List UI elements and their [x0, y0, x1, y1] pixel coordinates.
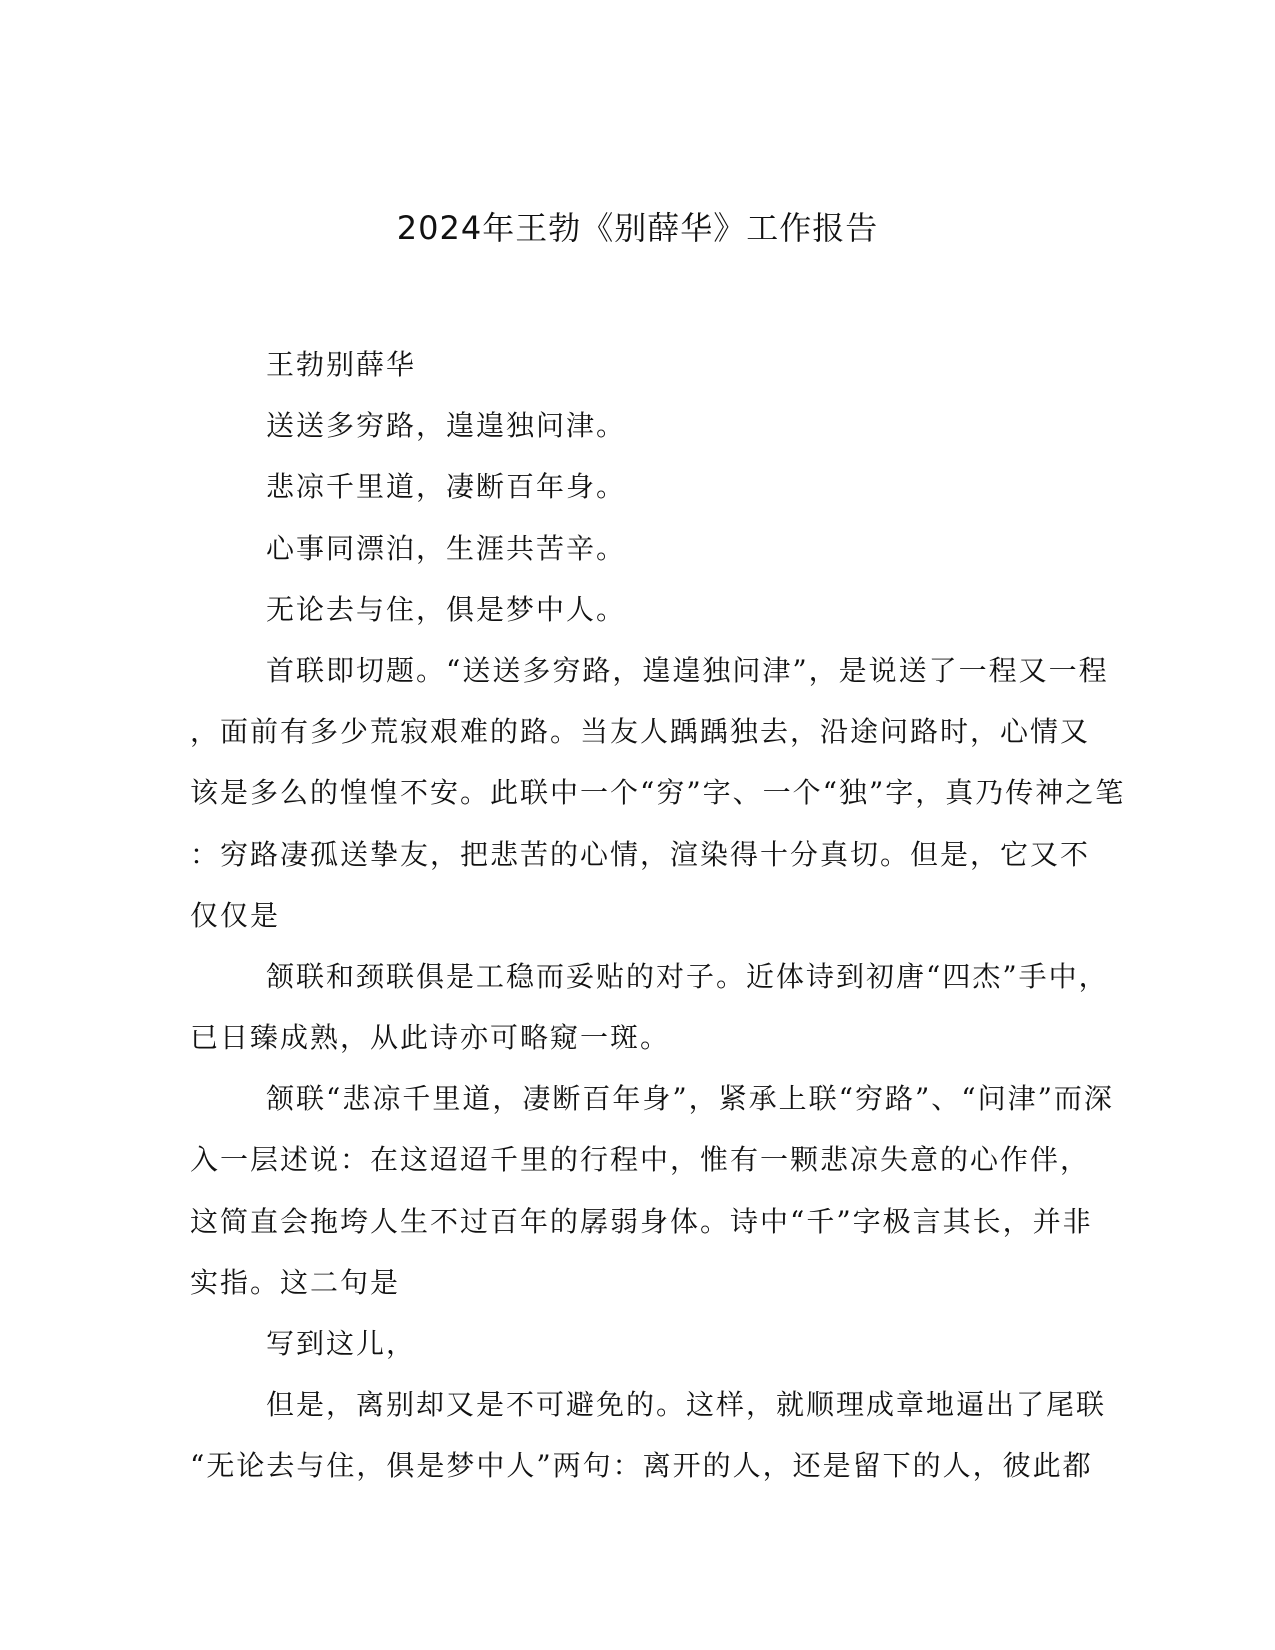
- document-body: [190, 334, 1126, 1497]
- text-line: 仅仅是: [190, 898, 281, 932]
- text-line: 心事同漂泊，生涯共苦辛。: [266, 531, 627, 565]
- text-line: 实指。这二句是: [190, 1265, 401, 1299]
- text-line: ，面前有多少荒寂艰难的路。当友人踽踽独去，沿途问路时，心情又: [190, 715, 1091, 749]
- text-line: ：穷路凄孤送挚友，把悲苦的心情，渲染得十分真切。但是，它又不: [190, 837, 1091, 871]
- text-line: 悲凉千里道，凄断百年身。: [266, 470, 627, 504]
- text-line: 颔联“悲凉千里道，凄断百年身”，紧承上联“穷路”、“问津”而深: [266, 1082, 1114, 1116]
- text-line: 首联即切题。“送送多穷路，遑遑独问津”，是说送了一程又一程: [266, 653, 1109, 687]
- text-line: 入一层述说：在这迢迢千里的行程中，惟有一颗悲凉失意的心作伴，: [190, 1143, 1091, 1177]
- text-line: 已日臻成熟，从此诗亦可略窥一斑。: [190, 1021, 671, 1055]
- text-line: 颔联和颈联俱是工稳而妥贴的对子。近体诗到初唐“四杰”手中，: [266, 959, 1109, 993]
- text-line: “无论去与住，俱是梦中人”两句：离开的人，还是留下的人，彼此都: [190, 1449, 1093, 1483]
- document-title: 2024年王勃《别薛华》工作报告: [396, 209, 879, 247]
- text-line: 送送多穷路，遑遑独问津。: [266, 409, 627, 443]
- text-line: 这简直会拖垮人生不过百年的孱弱身体。诗中“千”字极言其长，并非: [190, 1204, 1093, 1238]
- text-line: 王勃别薛华: [266, 348, 417, 381]
- text-line: 无论去与住，俱是梦中人。: [266, 592, 627, 626]
- text-line: 但是，离别却又是不可避免的。这样，就顺理成章地逼出了尾联: [266, 1388, 1107, 1422]
- text-line: 该是多么的惶惶不安。此联中一个“穷”字、一个“独”字，真乃传神之笔: [190, 776, 1126, 810]
- text-line: 写到这儿，: [266, 1327, 417, 1360]
